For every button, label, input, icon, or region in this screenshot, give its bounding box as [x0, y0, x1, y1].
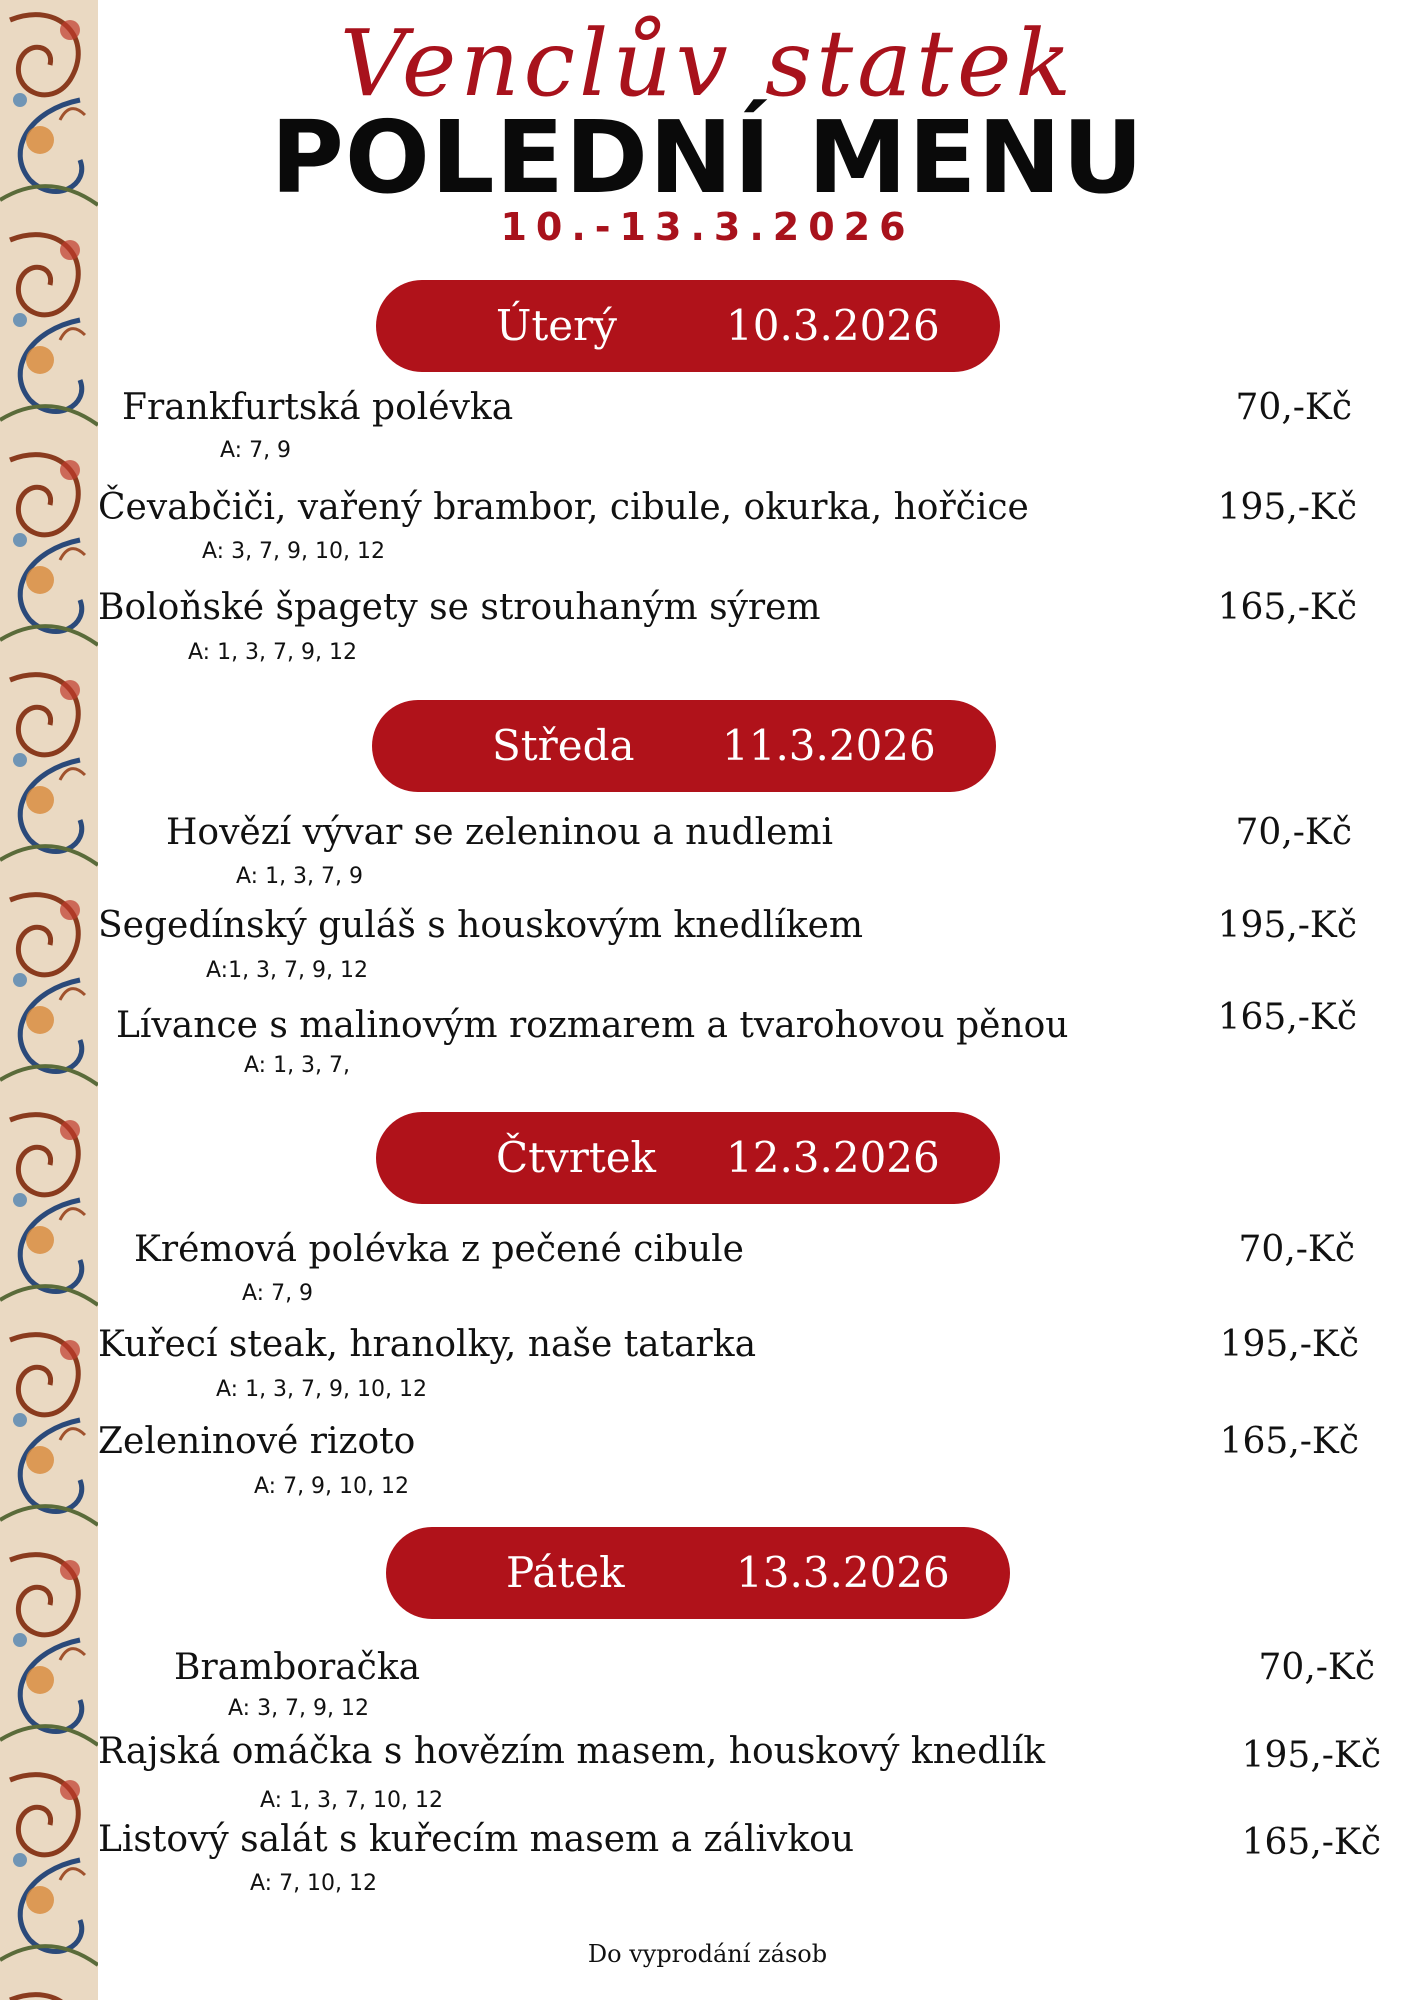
dish-price: 165,-Kč: [1219, 1421, 1359, 1462]
dish-allergens: A: 3, 7, 9, 10, 12: [202, 539, 385, 564]
dish-allergens: A: 7, 9: [242, 1281, 314, 1306]
dish-name: Kuřecí steak, hranolky, naše tatarka: [98, 1324, 757, 1365]
dish-price: 165,-Kč: [1217, 587, 1357, 628]
dish-allergens: A: 7, 10, 12: [250, 1871, 378, 1896]
day-name: Pátek: [506, 1548, 625, 1597]
dish-price: 195,-Kč: [1241, 1735, 1381, 1776]
dish-name: Listový salát s kuřecím masem a zálivkou: [98, 1819, 854, 1860]
dish-allergens: A: 1, 3, 7, 9, 10, 12: [216, 1377, 427, 1402]
day-name: Středa: [492, 721, 635, 770]
day-header-ctvrtek: [376, 1112, 1000, 1204]
dish-price: 165,-Kč: [1217, 997, 1357, 1038]
dish-price: 195,-Kč: [1219, 1324, 1359, 1365]
footer-note: Do vyprodání zásob: [587, 1940, 828, 1968]
dish-name: Lívance s malinovým rozmarem a tvarohovou pěnou: [116, 1005, 1069, 1046]
date-range: 10.-13.3.2026: [500, 205, 915, 249]
dish-allergens: A: 1, 3, 7, 9, 12: [188, 640, 357, 665]
day-date: 11.3.2026: [722, 721, 936, 770]
day-header-utery: [376, 280, 1000, 372]
paisley-decoration: [0, 0, 98, 2000]
dish-allergens: A: 7, 9: [220, 438, 292, 463]
dish-allergens: A: 1, 3, 7, 10, 12: [260, 1788, 443, 1813]
page-title: POLEDNÍ MENU: [270, 99, 1145, 216]
dish-allergens: A: 7, 9, 10, 12: [254, 1474, 410, 1499]
dish-name: Boloňské špagety se strouhaným sýrem: [98, 587, 821, 628]
dish-price: 70,-Kč: [1258, 1647, 1375, 1688]
brand-logo-script: Venclův statek: [339, 10, 1076, 117]
dish-name: Rajská omáčka s hovězím masem, houskový knedlík: [98, 1731, 1046, 1772]
day-header-patek: [386, 1527, 1010, 1619]
dish-price: 70,-Kč: [1235, 387, 1352, 428]
day-date: 13.3.2026: [736, 1548, 950, 1597]
dish-price: 70,-Kč: [1238, 1229, 1355, 1270]
dish-allergens: A: 3, 7, 9, 12: [228, 1696, 370, 1721]
dish-allergens: A:1, 3, 7, 9, 12: [206, 958, 369, 983]
dish-allergens: A: 1, 3, 7, 9: [236, 864, 364, 889]
day-name: Čtvrtek: [496, 1133, 657, 1182]
day-date: 12.3.2026: [726, 1133, 940, 1182]
dish-price: 195,-Kč: [1217, 487, 1357, 528]
dish-name: Čevabčiči, vařený brambor, cibule, okurka, hořčice: [98, 487, 1029, 528]
day-name: Úterý: [496, 301, 617, 350]
dish-name: Bramboračka: [174, 1647, 421, 1688]
dish-name: Krémová polévka z pečené cibule: [134, 1229, 744, 1270]
day-date: 10.3.2026: [726, 301, 940, 350]
dish-price: 70,-Kč: [1235, 812, 1352, 853]
dish-price: 165,-Kč: [1241, 1822, 1381, 1863]
dish-name: Segedínský guláš s houskovým knedlíkem: [98, 905, 864, 946]
dish-price: 195,-Kč: [1217, 905, 1357, 946]
dish-name: Hovězí vývar se zeleninou a nudlemi: [166, 812, 834, 853]
day-header-streda: [372, 700, 996, 792]
dish-name: Zeleninové rizoto: [98, 1421, 416, 1462]
dish-allergens: A: 1, 3, 7,: [244, 1053, 351, 1078]
dish-name: Frankfurtská polévka: [122, 387, 514, 428]
